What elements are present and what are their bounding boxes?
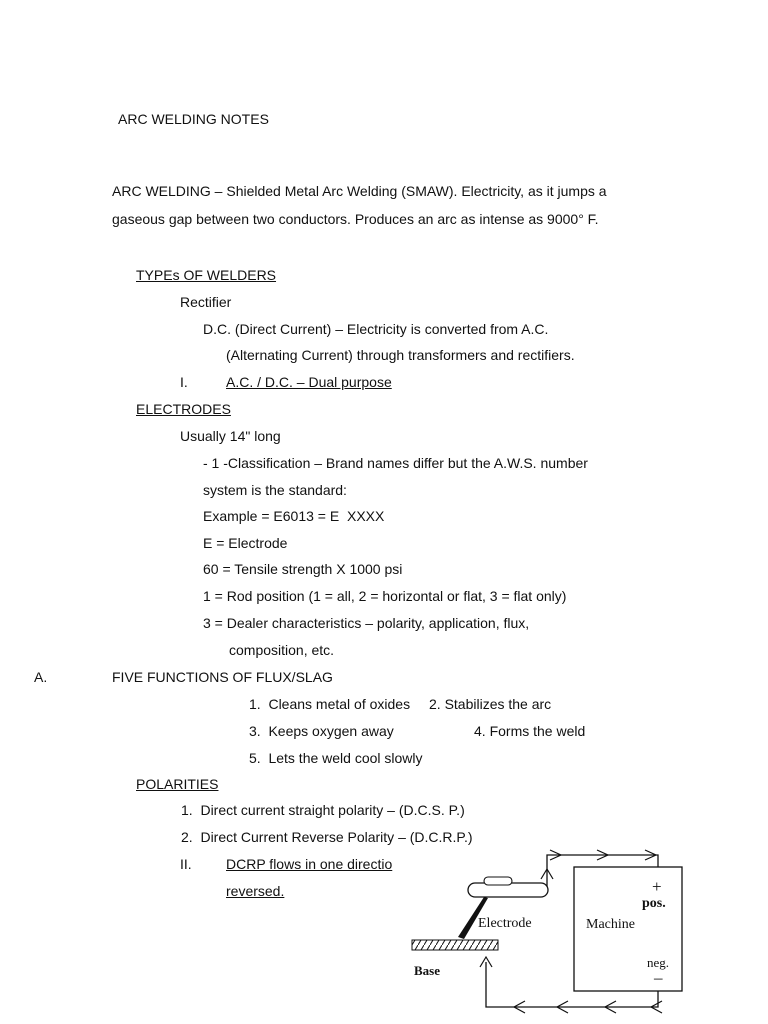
welders-ac-text: A.C. / D.C. – Dual purpose: [226, 374, 392, 390]
flux-item-5: 5. Lets the weld cool slowly: [249, 750, 423, 766]
polarities-heading: POLARITIES: [136, 776, 219, 792]
polarities-ii-line-1: DCRP flows in one directio: [226, 856, 393, 872]
electrode-label: Electrode: [478, 916, 532, 931]
intro-line-1: ARC WELDING – Shielded Metal Arc Welding (SMAW). Electricity, as it jumps a: [112, 183, 607, 199]
welders-heading: TYPEs OF WELDERS: [136, 267, 277, 283]
pos-label: pos.: [642, 896, 666, 911]
electrodes-position: 1 = Rod position (1 = all, 2 = horizontal or flat, 3 = flat only): [203, 588, 567, 604]
welding-circuit-diagram: [400, 835, 768, 1024]
electrodes-class-line-1: - 1 -Classification – Brand names differ but the A.W.S. number: [203, 455, 588, 471]
welders-rectifier: Rectifier: [180, 294, 232, 310]
flux-item-1: 1. Cleans metal of oxides: [249, 696, 411, 712]
base-label: Base: [414, 963, 440, 978]
polarities-item-2: 2. Direct Current Reverse Polarity – (D.C.R.P.): [181, 829, 473, 845]
plus-sign: +: [652, 877, 662, 896]
intro-line-2: gaseous gap between two conductors. Produces an arc as intense as 9000° F.: [112, 211, 599, 227]
flux-letter: A.: [34, 669, 48, 685]
electrodes-length: Usually 14" long: [180, 428, 281, 444]
page-title: ARC WELDING NOTES: [118, 111, 269, 127]
electrodes-example: Example = E6013 = E XXXX: [203, 508, 385, 524]
electrodes-dealer-line-1: 3 = Dealer characteristics – polarity, application, flux,: [203, 615, 530, 631]
minus-sign: –: [654, 968, 663, 987]
polarities-ii-line-2: reversed.: [226, 883, 285, 899]
electrodes-tensile: 60 = Tensile strength X 1000 psi: [203, 561, 403, 577]
flux-item-2: 2. Stabilizes the arc: [429, 696, 552, 712]
electrodes-heading: ELECTRODES: [136, 401, 231, 417]
electrodes-e: E = Electrode: [203, 535, 288, 551]
welders-dc-line-1: D.C. (Direct Current) – Electricity is converted from A.C.: [203, 321, 549, 337]
neg-label: neg.: [647, 955, 670, 970]
polarities-ii-number: II.: [180, 856, 192, 872]
welders-dc-line-2: (Alternating Current) through transformers and rectifiers.: [226, 347, 575, 363]
base-plate-icon: [412, 940, 498, 950]
polarities-item-1: 1. Direct current straight polarity – (D.C.S. P.): [181, 802, 465, 818]
welders-ac-number: I.: [180, 374, 188, 390]
electrodes-dealer-line-2: composition, etc.: [229, 642, 335, 658]
flux-item-4: 4. Forms the weld: [474, 723, 586, 739]
electrodes-class-line-2: system is the standard:: [203, 482, 347, 498]
flux-heading: FIVE FUNCTIONS OF FLUX/SLAG: [112, 669, 333, 685]
machine-label: Machine: [586, 917, 635, 932]
flux-item-3: 3. Keeps oxygen away: [249, 723, 394, 739]
